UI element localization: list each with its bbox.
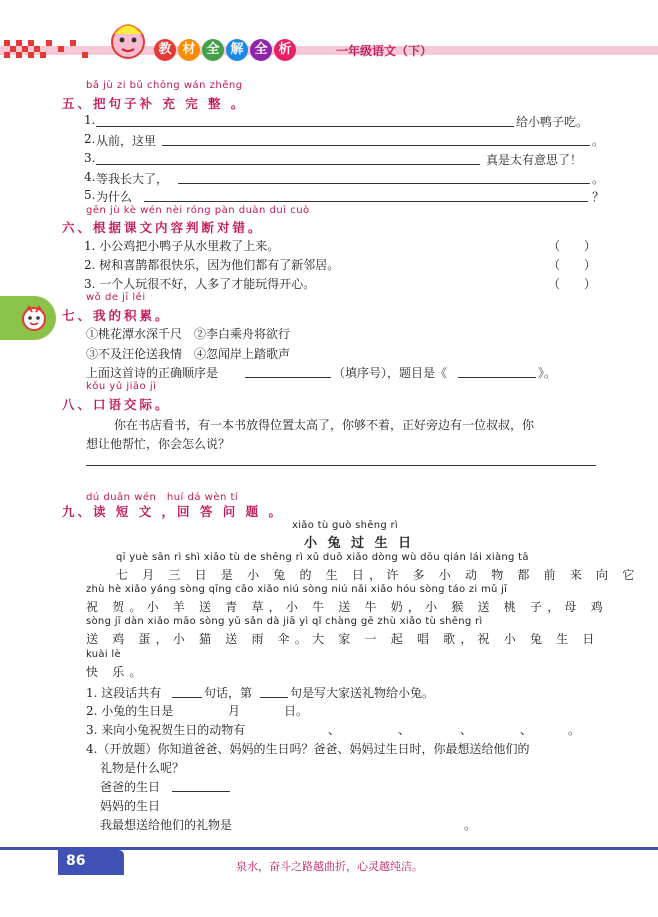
gift-label: 我最想送给他们的礼物是 [100, 818, 233, 832]
question-number: 1. [84, 113, 96, 127]
section-pinyin: gēn jù kè wén nèi róng pàn duàn duì cuò [86, 205, 310, 216]
question-tail: 。 [592, 134, 605, 148]
answer-line[interactable] [162, 145, 590, 146]
list-separator: 、 [520, 723, 533, 737]
answer-line[interactable] [144, 201, 588, 202]
question-number: 4. [84, 170, 96, 184]
question-number: 5. [84, 188, 96, 202]
side-tab [0, 296, 56, 340]
story-title: 小 兔 过 生 日 [304, 536, 415, 551]
question-text: 句是写大家送礼物给小兔。 [290, 686, 435, 700]
order-answer-line[interactable] [245, 377, 331, 378]
section-title: 九、读 短 文 ，回 答 问 题 。 [62, 504, 284, 519]
page-number: 86 [66, 853, 86, 869]
story-pinyin-row: sòng jī dàn xiǎo māo sòng yǔ sǎn dà jiā yì qǐ chàng gē zhù xiǎo tù shēng rì [86, 616, 483, 627]
header-title-char: 全 [202, 39, 224, 61]
story-hanzi-row: 送 鸡 蛋，小 猫 送 雨 伞。大 家 一 起 唱 歌，祝 小 兔 生 日 [86, 632, 600, 646]
section-title: 八、口语交际。 [62, 397, 171, 412]
paragraph-line: 想让他帮忙，你会怎么说？ [86, 437, 231, 451]
question-text: 月 [228, 704, 241, 718]
paragraph-line: 你在书店看书，有一本书放得位置太高了，你够不着，正好旁边有一位叔叔，你 [114, 418, 535, 432]
header-title-char: 析 [274, 39, 296, 61]
story-hanzi-row: 七 月 三 日 是 小 兔 的 生 日，许 多 小 动 物 都 前 来 向 它 [116, 568, 640, 582]
answer-line[interactable] [96, 164, 480, 165]
header-title-char: 全 [250, 39, 272, 61]
mascot-icon [20, 304, 48, 332]
question-number: 2. [84, 132, 96, 146]
question-text: 1. 这段话共有 [86, 686, 162, 700]
section-title: 六、根据课文内容判断对错。 [62, 220, 264, 235]
question-tail: 。 [592, 172, 605, 186]
story-title-pinyin: xiǎo tù guò shēng rì [292, 520, 398, 531]
question-tail: 。 [568, 723, 581, 737]
answer-line[interactable] [178, 183, 590, 184]
question-tail: ？ [592, 190, 605, 204]
order-end: 》。 [538, 366, 557, 380]
story-hanzi-row: 祝 贺。小 羊 送 青 草，小 牛 送 牛 奶，小 猴 送 桃 子，母 鸡 [86, 600, 608, 614]
question-tail: 真是太有意思了！ [486, 153, 583, 167]
question-text: 礼物是什么呢？ [100, 761, 185, 775]
question-text: 句话，第 [204, 686, 253, 700]
question-text: 3. 来向小兔祝贺生日的动物有 [86, 723, 246, 737]
answer-line[interactable] [172, 697, 202, 698]
header-subtitle: 一年级语文（下） [336, 44, 433, 58]
poem-line: ③不及汪伦送我情 ④忽闻岸上踏歌声 [86, 347, 291, 361]
story-hanzi-row: 快 乐。 [86, 665, 147, 679]
question-number: 3. [84, 151, 96, 165]
section-pinyin: dú duǎn wén huí dá wèn tí [86, 492, 239, 503]
answer-line[interactable] [86, 465, 596, 466]
dad-birthday-label: 爸爸的生日 [100, 780, 161, 794]
story-pinyin-row: qī yuè sān rì shì xiǎo tù de shēng rì xǔ duō xiǎo dòng wù dōu qián lái xiàng tā [116, 552, 529, 563]
judge-answer-box[interactable]: （ ） [548, 258, 597, 272]
order-mid: （填序号），题目是《 [333, 366, 448, 380]
story-pinyin-row: zhù hè xiǎo yáng sòng qīng cǎo xiǎo niú sòng niú nǎi xiǎo hóu sòng táo zi mǔ jī [86, 584, 508, 595]
question-text: 从前，这里 [96, 134, 157, 148]
list-separator: 、 [398, 723, 411, 737]
question-text: 日。 [284, 704, 309, 718]
order-prefix: 上面这首诗的正确顺序是 [86, 366, 219, 380]
question-text: 等我长大了， [96, 172, 169, 186]
header-title-char: 教 [154, 39, 176, 61]
header-title-char: 解 [226, 39, 248, 61]
section-pinyin: kǒu yǔ jiāo jì [86, 381, 157, 392]
header-banner [0, 36, 658, 64]
section-title: 五、把句子补 充 完 整 。 [62, 96, 247, 111]
section-pinyin: bǎ jù zi bǔ chōng wán zhěng [86, 80, 243, 91]
question-text: 为什么 [96, 190, 133, 204]
answer-line[interactable] [172, 791, 230, 792]
answer-line[interactable] [260, 697, 288, 698]
list-separator: 、 [460, 723, 473, 737]
footer-motto: 泉水，奋斗之路越曲折，心灵越纯洁。 [236, 860, 423, 873]
judge-answer-box[interactable]: （ ） [548, 277, 597, 291]
header-title-char: 材 [178, 39, 200, 61]
section-title: 七、我的积累。 [62, 308, 171, 323]
mascot-icon [106, 18, 150, 62]
answer-line[interactable] [96, 126, 514, 127]
mom-birthday-label: 妈妈的生日 [100, 799, 161, 813]
title-answer-line[interactable] [458, 377, 536, 378]
judge-item: 2. 树和喜鹊都很快乐，因为他们都有了新邻居。 [84, 258, 340, 272]
question-text: 2. 小兔的生日是 [86, 704, 174, 718]
story-pinyin-row: kuài lè [86, 649, 121, 660]
judge-item: 3. 一个人玩很不好，人多了才能玩得开心。 [84, 277, 316, 291]
poem-line: ①桃花潭水深千尺 ②李白乘舟将欲行 [86, 327, 291, 341]
section-pinyin: wǒ de jī lěi [86, 292, 146, 303]
judge-item: 1. 小公鸡把小鸭子从水里救了上来。 [84, 239, 280, 253]
question-tail: 给小鸭子吃。 [516, 115, 589, 129]
list-separator: 、 [328, 723, 341, 737]
question-tail: 。 [464, 818, 477, 832]
question-text: 4.（开放题）你知道爸爸、妈妈的生日吗？爸爸、妈妈过生日时，你最想送给他们的 [86, 742, 530, 756]
judge-answer-box[interactable]: （ ） [548, 239, 597, 253]
